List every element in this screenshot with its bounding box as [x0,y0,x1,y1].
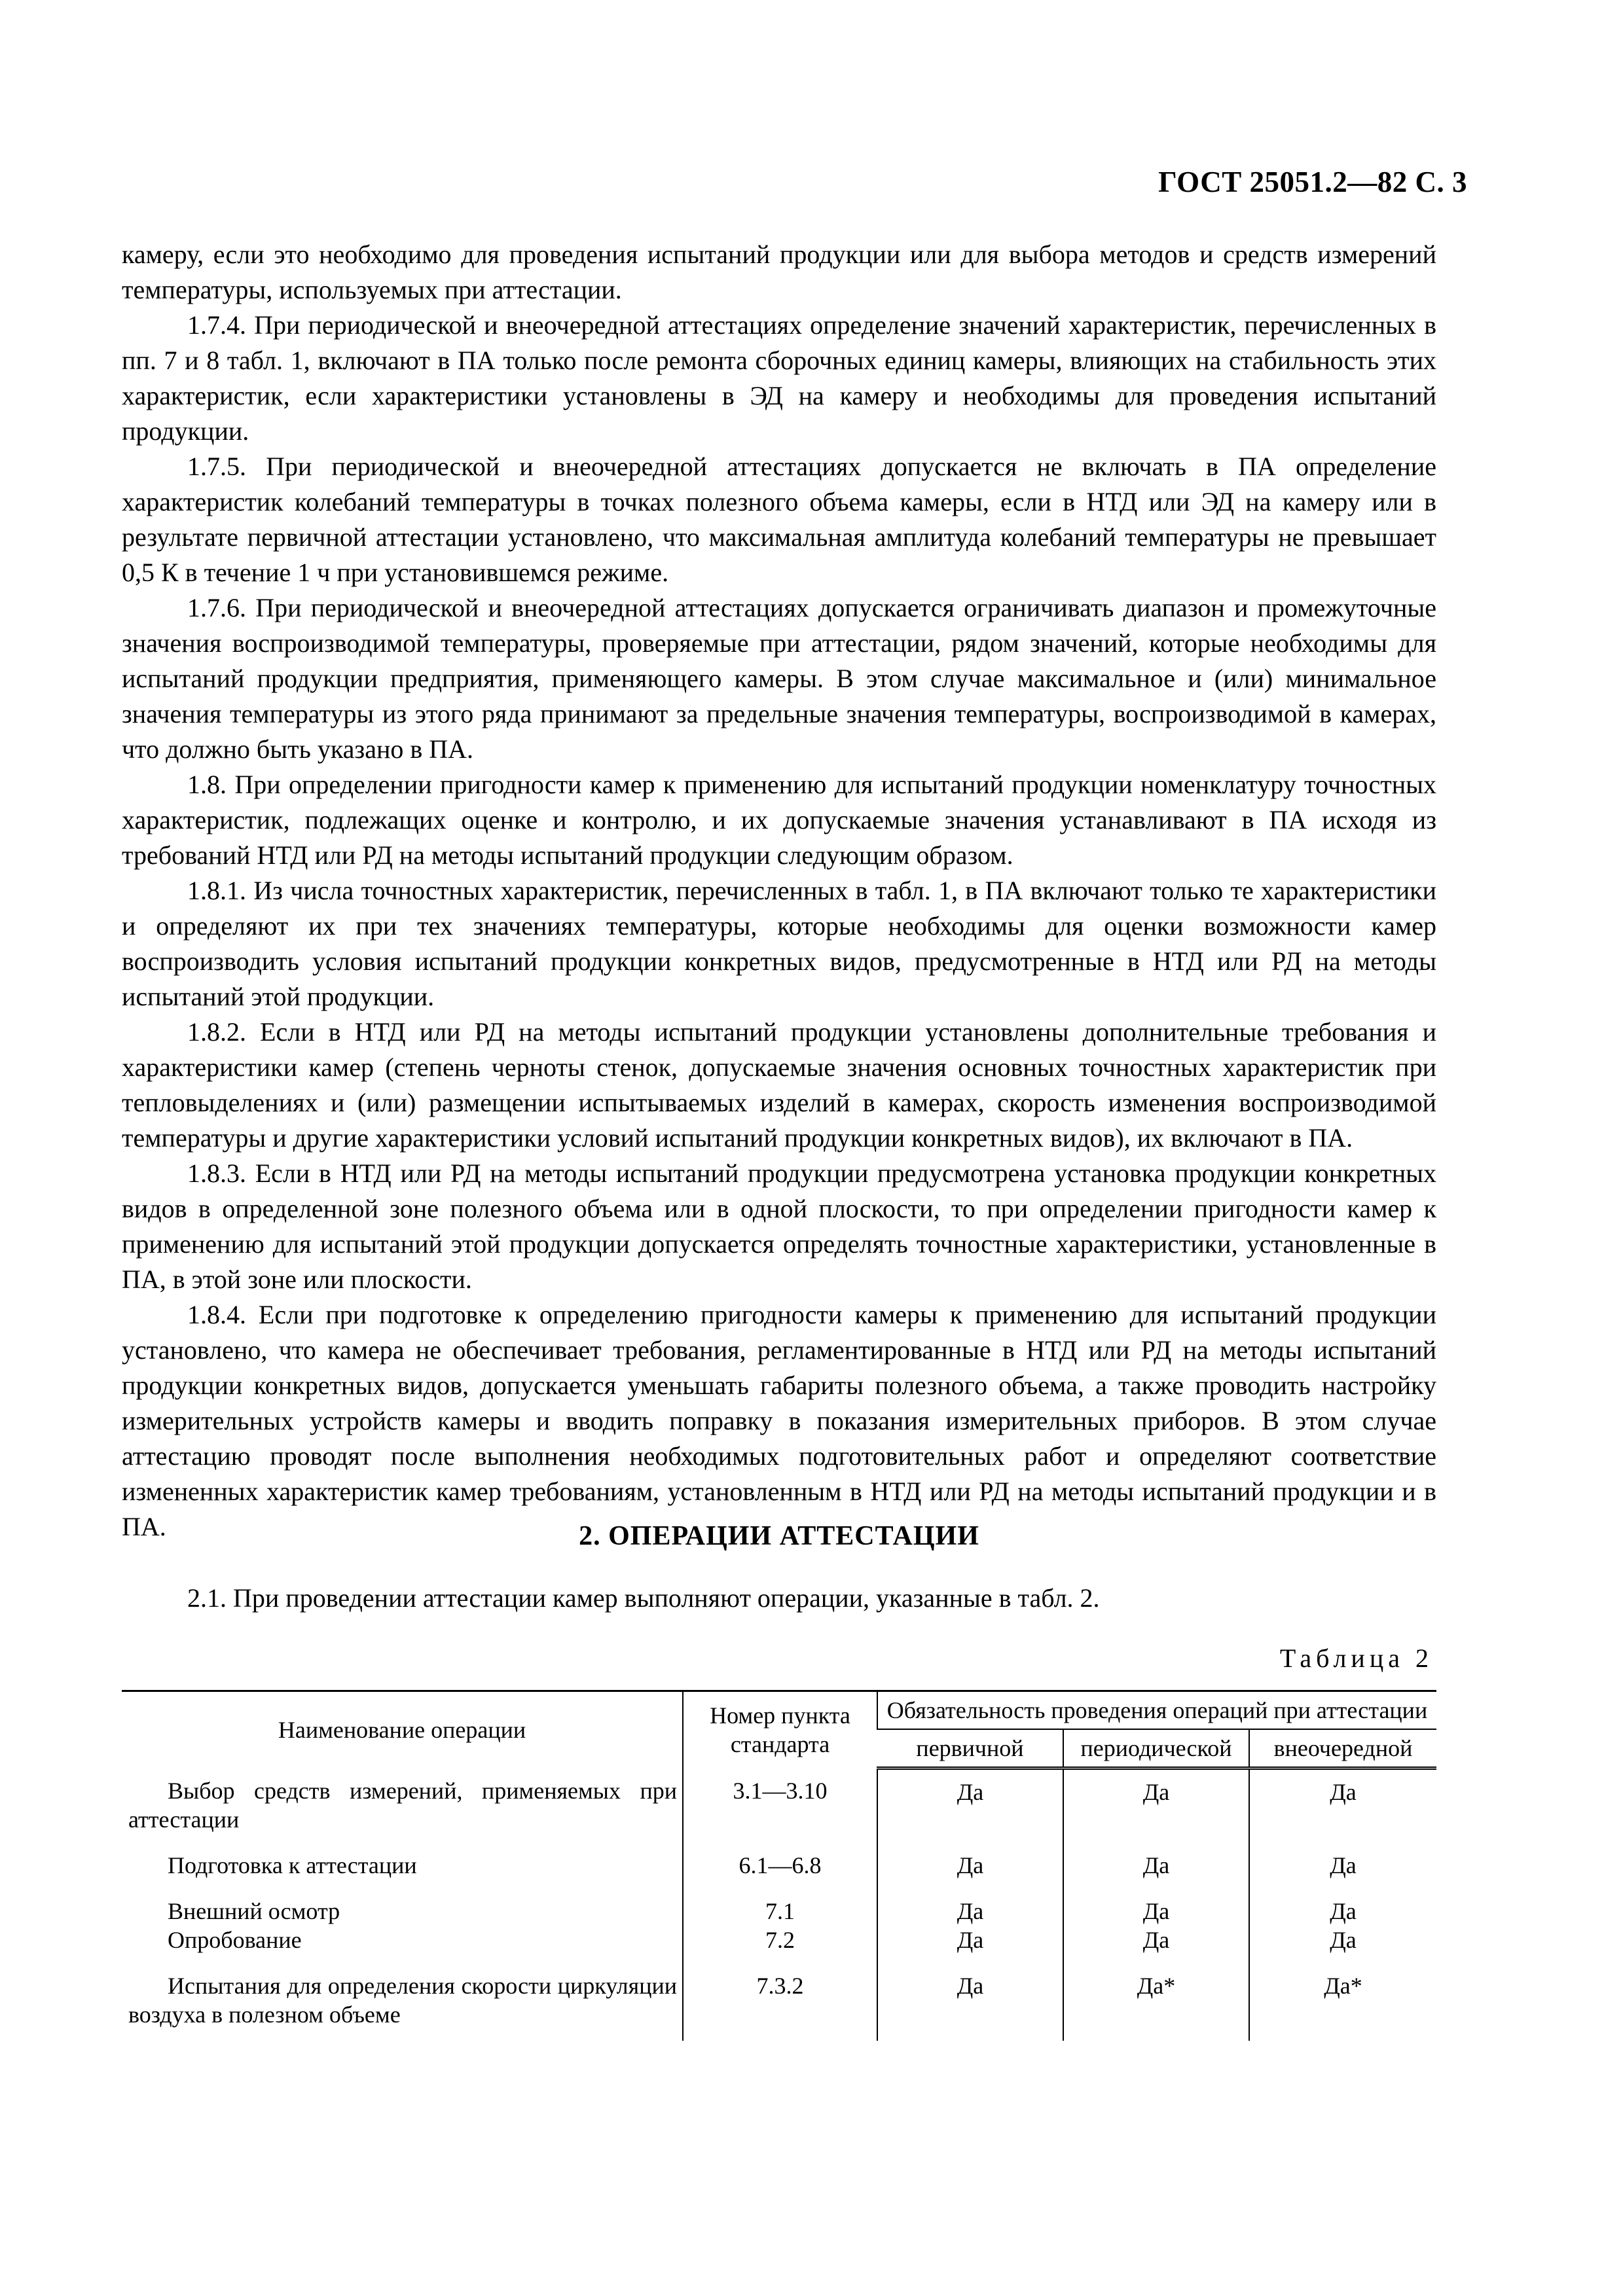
cell-point: 6.1—6.8 [683,1843,877,1889]
body-text [122,237,1436,1545]
cell-point: 7.2 [683,1926,877,1964]
cell-primary: Да [877,1768,1063,1843]
paragraph: 1.7.4. При периодической и внеочередной аттестациях определение значений характеристик, перечисленных в пп. 7 и 8 табл. 1, включают в ПА только после ремонта сборочных единиц камеры, влияющих на стабильность этих характеристик, если характеристики установлены в ЭД на камеру и необходимы для проведения испытаний продукции. [122,310,1436,446]
cell-point: 7.3.2 [683,1964,877,2041]
table-row [122,1768,1436,1843]
cell-point: 3.1—3.10 [683,1768,877,1843]
paragraph: камеру, если это необходимо для проведения испытаний продукции или для выбора методов и средств измерений температуры, используемых при аттестации. [122,240,1436,304]
header-extra: внеочередной [1249,1729,1436,1768]
cell-name: Испытания для определения скорости циркуляции воздуха в полезном объеме [128,1972,677,2028]
header-group: Обязательность проведения операций при аттестации [877,1691,1436,1730]
cell-periodic: Да* [1063,1964,1249,2041]
header-point: Номер пункта стандарта [683,1691,877,1768]
cell-extra: Да [1249,1843,1436,1889]
cell-primary: Да [877,1843,1063,1889]
cell-name: Подготовка к аттестации [168,1852,417,1878]
page-header: ГОСТ 25051.2—82 С. 3 [1158,166,1467,198]
cell-primary: Да [877,1964,1063,2041]
cell-periodic: Да [1063,1768,1249,1843]
table-row [122,1889,1436,1926]
header-periodic: периодической [1063,1729,1249,1768]
cell-periodic: Да [1063,1926,1249,1964]
cell-extra: Да* [1249,1964,1436,2041]
table-label: Таблица 2 [1279,1643,1433,1673]
paragraph: 1.8.2. Если в НТД или РД на методы испытаний продукции установлены дополнительные требования и характеристики камер (степень черноты стенок, допускаемые значения основных точностных характеристик при тепловыделениях и (или) размещении испытываемых изделий в камерах, скорость изменения воспроизводимой температуры и другие характеристики условий испытаний продукции конкретных видов), их включают в ПА. [122,1017,1436,1153]
cell-point: 7.1 [683,1889,877,1926]
paragraph: 1.8.4. Если при подготовке к определению пригодности камеры к применению для испытаний продукции установлено, что камера не обеспечивает требования, регламентированные в НТД или РД на методы испытаний продукции конкретных видов, допускается уменьшать габариты полезного объема, а также проводить настройку измерительных устройств камеры и вводить поправку в показания измерительных приборов. В этом случае аттестацию проводят после выполнения необходимых подготовительных работ и определяют соответствие измененных характеристик камер требованиям, установленным в НТД или РД на методы испытаний продукции и в ПА. [122,1300,1436,1541]
paragraph: 1.8.3. Если в НТД или РД на методы испытаний продукции предусмотрена установка продукции конкретных видов в определенной зоне полезного объема или в одной плоскости, то при определении пригодности камер к применению для испытаний этой продукции допускается определять точностные характеристики, установленные в ПА, в этой зоне или плоскости. [122,1158,1436,1294]
table-row [122,1964,1436,2041]
header-primary: первичной [877,1729,1063,1768]
operations-table [122,1690,1436,2041]
cell-name: Опробование [168,1926,302,1953]
cell-primary: Да [877,1889,1063,1926]
cell-extra: Да [1249,1768,1436,1843]
paragraph: 1.7.5. При периодической и внеочередной аттестациях допускается не включать в ПА определение характеристик колебаний температуры в точках полезного объема камеры, если в НТД или ЭД на камеру или в результате первичной аттестации установлено, что максимальная амплитуда колебаний температуры не превышает 0,5 К в течение 1 ч при установившемся режиме. [122,452,1436,587]
table-row [122,1843,1436,1889]
paragraph: 1.8. При определении пригодности камер к применению для испытаний продукции номенклатуру точностных характеристик, подлежащих оценке и контролю, и их допускаемые значения устанавливают в ПА исходя из требований НТД или РД на методы испытаний продукции следующим образом. [122,770,1436,870]
cell-name: Внешний осмотр [168,1897,340,1924]
cell-periodic: Да [1063,1843,1249,1889]
header-name: Наименование операции [122,1691,683,1768]
section-title: 2. ОПЕРАЦИИ АТТЕСТАЦИИ [579,1521,979,1551]
cell-name: Выбор средств измерений, применяемых при аттестации [128,1777,677,1833]
cell-periodic: Да [1063,1889,1249,1926]
cell-primary: Да [877,1926,1063,1964]
cell-extra: Да [1249,1889,1436,1926]
paragraph: 1.7.6. При периодической и внеочередной аттестациях допускается ограничивать диапазон и промежуточные значения воспроизводимой температуры, проверяемые при аттестации, рядом значений, которые необходимы для испытаний продукции предприятия, применяющего камеры. В этом случае максимальное и (или) минимальное значения температуры из этого ряда принимают за предельные значения температуры, воспроизводимой в камерах, что должно быть указано в ПА. [122,593,1436,764]
section-intro: 2.1. При проведении аттестации камер выполняют операции, указанные в табл. 2. [187,1583,1100,1613]
table-row [122,1926,1436,1964]
cell-extra: Да [1249,1926,1436,1964]
paragraph: 1.8.1. Из числа точностных характеристик, перечисленных в табл. 1, в ПА включают только те характеристики и определяют их при тех значениях температуры, которые необходимы для оценки возможности камер воспроизводить условия испытаний продукции конкретных видов, предусмотренные в НТД или РД на методы испытаний этой продукции. [122,876,1436,1011]
